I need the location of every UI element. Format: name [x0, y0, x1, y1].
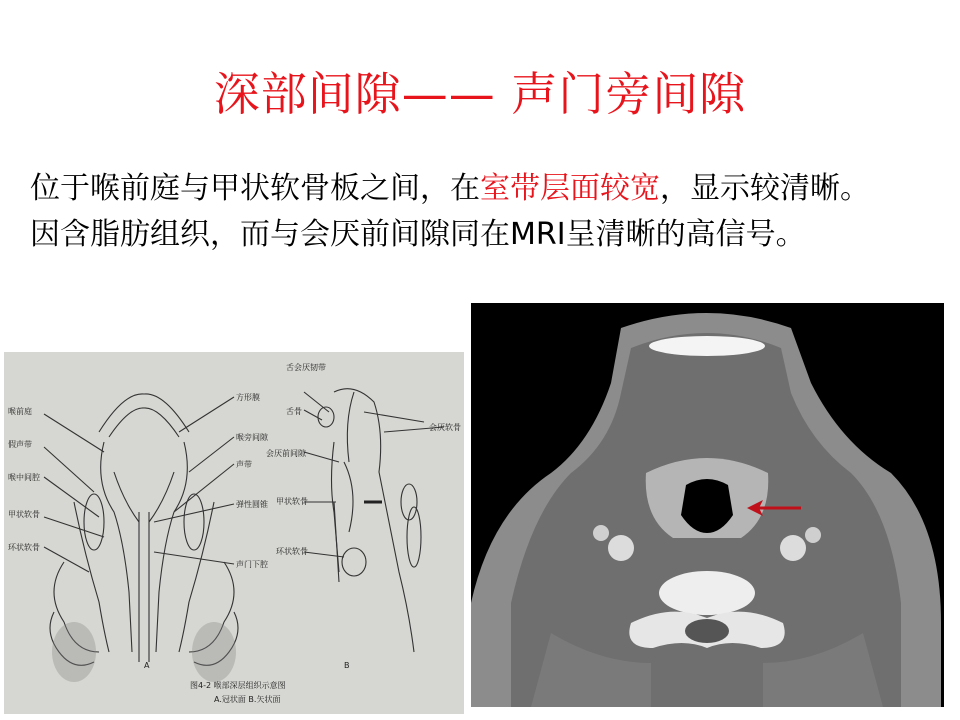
label-preepiglottic-space: 会厌前间隙	[266, 449, 306, 458]
label-thyroid-cartilage-a: 甲状软骨	[8, 510, 40, 519]
larynx-diagram-svg	[4, 352, 464, 714]
label-ventricle: 喉中间腔	[8, 473, 40, 482]
label-subglottic-cavity: 声门下腔	[236, 560, 268, 569]
label-vocal-cord: 声带	[236, 460, 252, 469]
label-cricoid-cartilage-a: 环状软骨	[8, 543, 40, 552]
label-false-vocal-cord: 假声带	[8, 440, 32, 449]
slide-title: 深部间隙—— 声门旁间隙	[213, 67, 747, 121]
body-paragraph	[30, 166, 890, 258]
label-hyoepiglottic-ligament: 舌会厌韧带	[286, 363, 326, 372]
label-quadrangular-membrane: 方形膜	[236, 393, 260, 402]
figure-caption: 图4-2 喉部深层组织示意图	[190, 681, 286, 690]
ct-image-svg	[471, 303, 944, 707]
larynx-diagram-figure	[4, 352, 464, 714]
panel-label-b: B	[344, 661, 350, 670]
label-epiglottic-cartilage: 会厌软骨	[429, 423, 461, 432]
label-hyoid-bone: 舌骨	[286, 407, 302, 416]
paragraph-highlight: 室带层面较宽	[480, 171, 660, 206]
label-conus-elasticus: 弹性圆锥	[236, 500, 268, 509]
figure-subcaption: A.冠状面 B.矢状面	[214, 695, 281, 704]
panel-label-a: A	[144, 661, 150, 670]
paragraph-text-1: 位于喉前庭与甲状软骨板之间，在	[30, 171, 480, 206]
label-thyroid-cartilage-b: 甲状软骨	[276, 497, 308, 506]
label-cricoid-cartilage-b: 环状软骨	[276, 547, 308, 556]
ct-axial-image	[471, 303, 944, 707]
label-paraglottic-space: 喉旁间隙	[236, 433, 268, 442]
label-laryngeal-vestibule: 喉前庭	[8, 407, 32, 416]
paragraph-text-2: ，显示较清晰。因含脂肪组织，而与会厌前间隙同在MRI呈清晰的高信号。	[30, 171, 870, 252]
